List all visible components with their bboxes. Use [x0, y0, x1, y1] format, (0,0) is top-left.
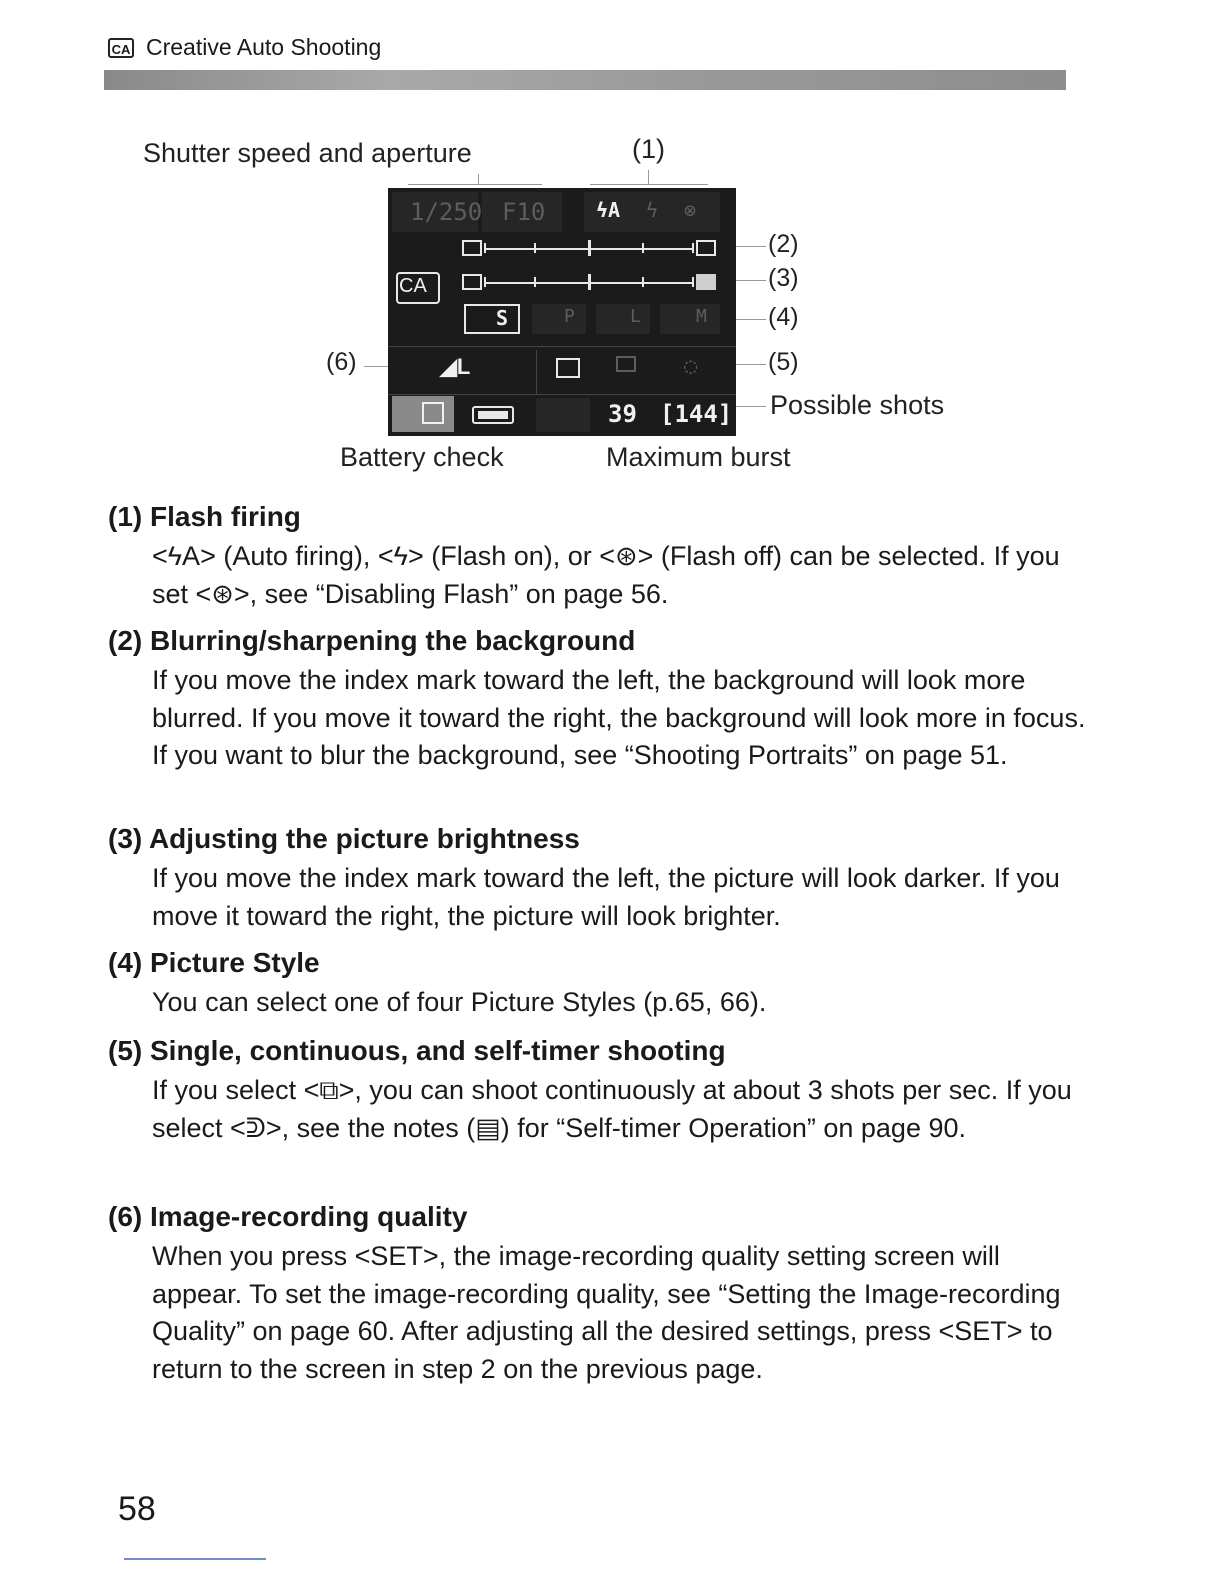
aperture-value: F10: [502, 198, 546, 226]
callout-4-label: (4): [768, 303, 799, 331]
callout-3-label: (3): [768, 264, 799, 292]
section-body: You can select one of four Picture Styles (p.65, 66).: [152, 987, 767, 1017]
section-flash-firing: [108, 500, 1088, 613]
callout-6-label: (6): [326, 348, 357, 376]
background-sharp-icon: [696, 240, 716, 256]
section-title: (4) Picture Style: [108, 947, 320, 978]
picture-style-standard-icon: [464, 304, 520, 334]
shutter-speed-value: 1/250: [410, 198, 483, 226]
picture-style-landscape-cell: [596, 304, 650, 334]
section-picture-style: [108, 946, 1088, 1022]
picture-style-landscape-label: L: [630, 306, 641, 327]
section-body: When you press <SET>, the image-recording quality setting screen will appear. To set the image-recording quality, see “Setting the Image-recording Quality” on page 60. After adjusting all the desired settings, press <SET> to return to the screen in step 2 on the previous page.: [152, 1241, 1061, 1384]
camera-lcd-screen: [388, 188, 736, 436]
self-timer-icon: ◌: [684, 354, 698, 379]
creative-auto-mode-icon: CA: [108, 38, 134, 58]
slider-tick: [534, 277, 536, 287]
callout-2-label: (2): [768, 230, 799, 258]
footer-rule: [124, 1558, 266, 1560]
section-title: (1) Flash firing: [108, 501, 301, 532]
leader-line: [590, 184, 708, 185]
section-body: If you move the index mark toward the left, the picture will look darker. If you move it toward the right, the picture will look brighter.: [152, 863, 1060, 931]
slider-tick: [692, 277, 694, 287]
page-number: 58: [118, 1490, 156, 1528]
single-shooting-icon: [556, 358, 580, 378]
brightness-index-mark: [588, 274, 591, 290]
section-background: [108, 624, 1088, 775]
section-title: (2) Blurring/sharpening the background: [108, 625, 636, 656]
screen-divider: [536, 350, 537, 394]
section-body: If you move the index mark toward the left, the background will look more blurred. If you move it toward the right, the background will look more in focus. If you want to blur the background, see “Shooting Portraits” on page 51.: [152, 665, 1086, 770]
empty-cell: [536, 398, 590, 432]
picture-style-portrait-label: P: [564, 306, 575, 327]
flash-on-icon: ϟ: [646, 198, 659, 222]
possible-shots-value: [144]: [660, 400, 733, 428]
screen-divider: [388, 394, 736, 395]
slider-tick: [484, 277, 486, 287]
flash-auto-icon: ϟA: [596, 198, 621, 222]
picture-style-portrait-cell: [532, 304, 586, 334]
ca-badge-text: CA: [399, 275, 427, 297]
section-body: <ϟA> (Auto firing), <ϟ> (Flash on), or <⊛> (Flash off) can be selected. If you set <⊛>, see “Disabling Flash” on page 56.: [152, 541, 1060, 609]
slider-tick: [692, 243, 694, 253]
slider-tick: [484, 243, 486, 253]
leader-line: [736, 280, 766, 281]
callout-5-label: (5): [768, 348, 799, 376]
section-title: (5) Single, continuous, and self-timer shooting: [108, 1035, 726, 1066]
maximum-burst-value: 39: [608, 400, 637, 428]
slider-tick: [534, 243, 536, 253]
leader-line: [736, 364, 766, 365]
picture-style-standard-label: S: [496, 306, 509, 330]
image-quality-value: ◢L: [440, 354, 471, 379]
screen-divider: [388, 346, 736, 347]
header-rule: [104, 70, 1066, 90]
section-body: If you select <⧉>, you can shoot continuously at about 3 shots per sec. If you select <ᕲ>, see the notes (▤) for “Self-timer Operation” on page 90.: [152, 1075, 1072, 1143]
battery-check-label: Battery check: [340, 442, 504, 472]
leader-line: [364, 366, 388, 367]
picture-style-monochrome-label: M: [696, 306, 707, 327]
leader-line: [736, 406, 766, 407]
brightness-bright-icon: [696, 274, 716, 290]
section-drive-mode: [108, 1034, 1088, 1147]
continuous-shooting-icon: [616, 356, 636, 372]
section-brightness: [108, 822, 1088, 935]
leader-line: [478, 174, 479, 184]
section-image-quality: [108, 1200, 1088, 1388]
section-title: (3) Adjusting the picture brightness: [108, 823, 580, 854]
brightness-dark-icon: [462, 274, 482, 290]
leader-line: [736, 246, 766, 247]
page-header-title: Creative Auto Shooting: [146, 34, 382, 60]
slider-tick: [642, 277, 644, 287]
leader-line: [648, 170, 649, 184]
section-title: (6) Image-recording quality: [108, 1201, 468, 1232]
slider-tick: [642, 243, 644, 253]
leader-line: [408, 184, 542, 185]
callout-1-label: (1): [632, 134, 665, 164]
possible-shots-label: Possible shots: [770, 390, 945, 420]
maximum-burst-label: Maximum burst: [606, 442, 791, 472]
background-index-mark: [588, 240, 591, 256]
background-blur-icon: [462, 240, 482, 256]
shutter-aperture-label: Shutter speed and aperture: [143, 138, 472, 168]
quick-control-frame: [422, 402, 444, 424]
picture-style-monochrome-cell: [660, 304, 720, 334]
leader-line: [736, 319, 766, 320]
flash-off-icon: ⊗: [684, 198, 697, 222]
battery-level-fill: [478, 411, 508, 419]
